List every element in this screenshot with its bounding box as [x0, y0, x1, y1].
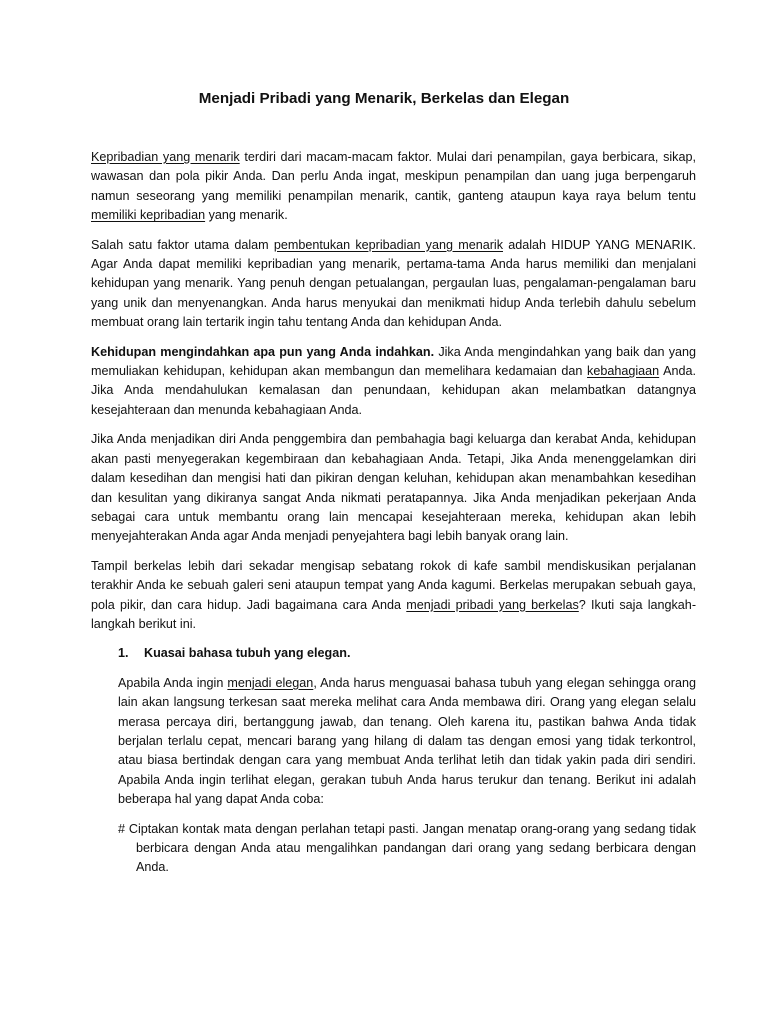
link-kebahagiaan[interactable]: kebahagiaan [587, 364, 660, 379]
paragraph-5-text-1: Tampil berkelas lebih dari sekadar mengisap sebatang rokok di kafe sambil mendiskusikan perjalanan terakhir Anda ke sebuah galeri seni ataupun tempat yang Anda kagumi. Berkelas merupakan sebuah gaya, pola pikir, dan cara hidup. Jadi bagaimana cara Anda [91, 558, 696, 612]
link-kepribadian-yang-menarik[interactable]: Kepribadian yang menarik [91, 150, 240, 164]
paragraph-2 [91, 236, 696, 333]
paragraph-3-bold-lead: Kehidupan mengindahkan apa pun yang Anda indahkan. [91, 344, 435, 359]
link-menjadi-pribadi-berkelas[interactable]: menjadi pribadi yang berkelas [406, 597, 579, 612]
paragraph-6-text-1: Apabila Anda ingin [118, 675, 228, 690]
list-item-1 [91, 644, 696, 663]
paragraph-7: # Ciptakan kontak mata dengan perlahan tetapi pasti. Jangan menatap orang-orang yang sedang tidak berbicara dengan Anda atau mengalihkan pandangan dari orang yang sedang berbicara dengan Anda. [118, 821, 696, 875]
paragraph-1 [91, 148, 696, 226]
paragraph-6-text-2: , Anda harus menguasai bahasa tubuh yang elegan sehingga orang lain akan langsung terkesan saat mereka melihat cara Anda membawa diri. Orang yang elegan selalu merasa percaya diri, bertanggung jawab, dan tenang. Oleh karena itu, pastikan bahwa Anda tidak berjalan terlalu cepat, mencari barang yang hilang di dalam tas dengan emosi yang tidak terkontrol, atau biasa bertindak dengan cara yang membuat Anda terlihat letih dan tidak yakin pada diri sendiri. Apabila Anda ingin terlihat elegan, gerakan tubuh Anda harus terukur dan tenang. Berikut ini adalah beberapa hal yang dapat Anda coba: [118, 675, 697, 807]
paragraph-1-text-2: yang menarik. [205, 208, 288, 223]
paragraph-5-text-2: ? Ikuti saja langkah-langkah berikut ini. [91, 597, 697, 631]
link-memiliki-kepribadian[interactable]: memiliki kepribadian [91, 208, 206, 223]
link-menjadi-elegan[interactable]: menjadi elegan [227, 675, 314, 690]
link-pembentukan-kepribadian[interactable]: pembentukan kepribadian yang menarik [273, 237, 503, 252]
document-body [91, 148, 696, 888]
paragraph-3-text-1: Jika Anda mengindahkan yang baik dan yang memuliakan kehidupan, kehidupan akan membangun dan memelihara kedamaian dan [91, 344, 696, 379]
paragraph-2-text-1: Salah satu faktor utama dalam [91, 237, 274, 252]
paragraph-3-text-2: Anda. Jika Anda mendahulukan kemalasan dan penundaan, kehidupan akan melambatkan datangnya kesejahteraan dan menunda kebahagiaan Anda. [91, 364, 696, 417]
paragraph-5 [91, 557, 696, 635]
list-item-1-number: 1. [118, 646, 129, 661]
list-item-1-label: Kuasai bahasa tubuh yang elegan. [144, 646, 351, 661]
paragraph-3 [91, 343, 696, 421]
paragraph-4: Jika Anda menjadikan diri Anda penggembira dan pembahagia bagi keluarga dan kerabat Anda, kehidupan akan pasti menyegerakan kegembiraan dan kebahagiaan Anda. Tetapi, Jika Anda menenggelamkan diri dalam kesedihan dan mengisi hati dan pikiran dengan keluhan, kehidupan akan menambahkan kesedihan dan kesulitan yang dikiranya sangat Anda nikmati peratapannya. Jika Anda menjadikan pekerjaan Anda sebagai cara untuk membantu orang lain mencapai kesejahteraan mereka, kehidupan akan lebih menyejahterakan Anda agar Anda menjadi penyejahtera bagi lebih banyak orang lain. [91, 432, 696, 544]
paragraph-2-text-2: adalah HIDUP YANG MENARIK. Agar Anda dapat memiliki kepribadian yang menarik, pertama-tama Anda harus memiliki dan menjalani kehidupan yang menarik. Yang penuh dengan petualangan, pergaulan luas, pengalaman-pengalaman baru yang unik dan menyenangkan. Anda harus menyukai dan menikmati hidup Anda terlebih dahulu sebelum membuat orang lain tertarik ingin tahu tentang Anda dan kehidupan Anda. [91, 237, 696, 330]
paragraph-1-text-1: terdiri dari macam-macam faktor. Mulai dari penampilan, gaya berbicara, sikap, wawasan dan pola pikir Anda. Dan perlu Anda ingat, meskipun penampilan dan uang juga berpengaruh namun seseorang yang memiliki penampilan menarik, cantik, ganteng ataupun kaya raya belum tentu [91, 150, 696, 203]
document-title: Menjadi Pribadi yang Menarik, Berkelas dan Elegan [198, 90, 570, 107]
paragraph-6 [118, 674, 696, 810]
